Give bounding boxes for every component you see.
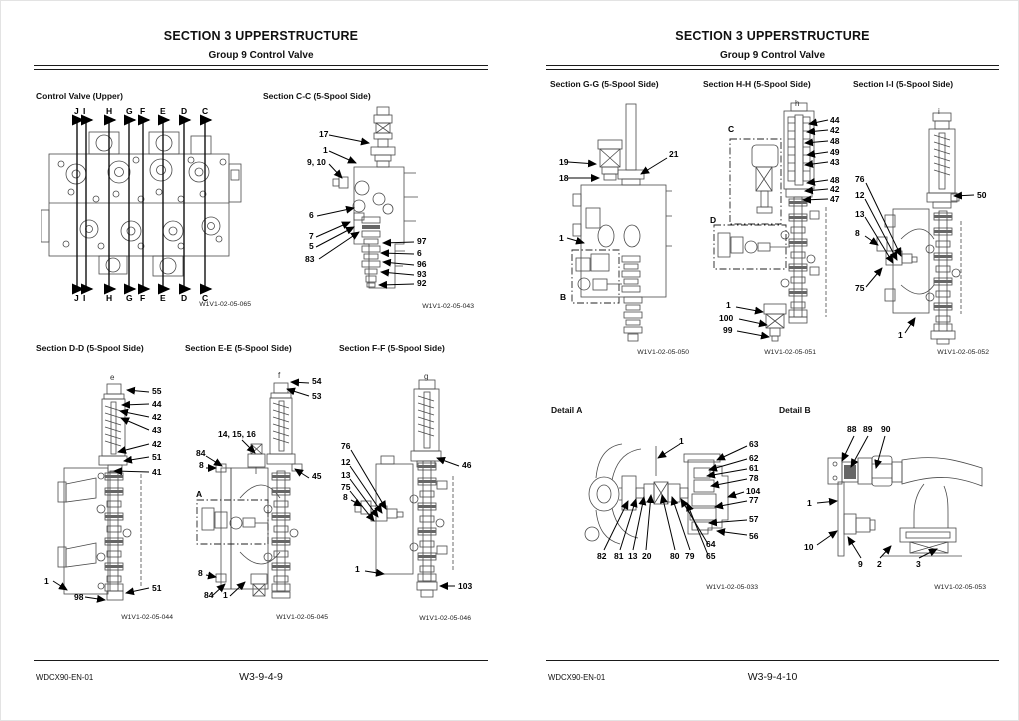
- figure-control-valve-upper: [41, 104, 256, 314]
- callout-label: 77: [749, 495, 759, 505]
- callout-label: 50: [977, 190, 987, 200]
- callout-arrows: [567, 158, 667, 243]
- page-title: SECTION 3 UPPERSTRUCTURE: [163, 29, 359, 43]
- callout-label: 98: [74, 592, 84, 602]
- figure-section-dd: [41, 356, 176, 608]
- callout-label: 82: [597, 551, 607, 561]
- section-ii-drawing: [851, 99, 996, 354]
- section-letter: F: [140, 293, 146, 303]
- part-letter: f: [278, 371, 281, 380]
- figure-code: W1V1-02-05-065: [199, 301, 251, 308]
- section-gg-drawing: [556, 96, 701, 356]
- callout-label: 104: [746, 486, 761, 496]
- figure-title: Section G-G (5-Spool Side): [550, 79, 659, 89]
- section-letter: H: [106, 293, 113, 303]
- section-letter: J: [74, 106, 79, 116]
- footer-rule: [34, 660, 488, 661]
- callout-arrows: [350, 450, 459, 586]
- callout-label: 84: [196, 448, 206, 458]
- figure-title: Section F-F (5-Spool Side): [339, 343, 445, 353]
- figure-title: Section E-E (5-Spool Side): [185, 343, 292, 353]
- callout-label: 8: [199, 460, 204, 470]
- callout-label: 1: [44, 576, 49, 586]
- callout-arrows: [817, 436, 937, 558]
- box-label: C: [728, 124, 735, 134]
- callout-label: 54: [312, 376, 322, 386]
- footer-rule: [546, 660, 999, 661]
- section-letter: C: [202, 106, 209, 116]
- figure-detail-a: [556, 416, 761, 566]
- figure-title: Detail A: [551, 405, 583, 415]
- callout-label: 8: [855, 228, 860, 238]
- page-number: W3-9-4-9: [239, 671, 283, 683]
- detail-a-drawing: [556, 416, 761, 566]
- page-subtitle: Group 9 Control Valve: [208, 50, 314, 61]
- box-label: D: [710, 215, 717, 225]
- section-letter: E: [160, 106, 166, 116]
- figure-code: W1V1-02-05-033: [706, 584, 758, 591]
- callout-label: 8: [343, 492, 348, 502]
- callout-label: 51: [152, 452, 162, 462]
- callout-label: 1: [726, 300, 731, 310]
- callout-label: 42: [830, 125, 840, 135]
- callout-arrows: [865, 183, 974, 333]
- callout-label: 51: [152, 583, 162, 593]
- doc-code: WDCX90-EN-01: [548, 673, 606, 682]
- figure-detail-b: [786, 416, 999, 569]
- callout-label: 9: [858, 559, 863, 569]
- figure-code: W1V1-02-05-043: [422, 303, 474, 310]
- callout-label: 84: [204, 590, 214, 600]
- figure-section-ff: [341, 356, 476, 608]
- box-label: A: [196, 489, 203, 499]
- callout-label: 17: [319, 129, 329, 139]
- callout-label: 1: [323, 145, 328, 155]
- section-ff-drawing: [341, 356, 476, 608]
- section-letter: F: [140, 106, 146, 116]
- callout-label: 93: [417, 269, 427, 279]
- callout-label: 96: [417, 259, 427, 269]
- callout-label: 1: [679, 436, 684, 446]
- figure-section-ii: [851, 99, 996, 354]
- callout-label: 90: [881, 424, 891, 434]
- callout-label: 12: [341, 457, 351, 467]
- figure-title: Control Valve (Upper): [36, 91, 123, 101]
- callout-label: 41: [152, 467, 162, 477]
- callout-label: 99: [723, 325, 733, 335]
- callout-label: 78: [749, 473, 759, 483]
- callout-label: 56: [749, 531, 759, 541]
- callout-label: 20: [642, 551, 652, 561]
- callout-label: 45: [312, 471, 322, 481]
- callout-label: 63: [749, 439, 759, 449]
- section-letter: H: [106, 106, 113, 116]
- callout-label: 79: [685, 551, 695, 561]
- figure-code: W1V1-02-05-051: [764, 349, 816, 356]
- callout-label: 65: [706, 551, 716, 561]
- callout-label: 44: [830, 115, 840, 125]
- callout-label: 83: [305, 254, 315, 264]
- callout-label: 100: [719, 313, 734, 323]
- figure-code: W1V1-02-05-052: [937, 349, 989, 356]
- callout-label: 81: [614, 551, 624, 561]
- doc-code: WDCX90-EN-01: [36, 673, 94, 682]
- figure-title: Section C-C (5-Spool Side): [263, 91, 371, 101]
- section-letter: J: [74, 293, 79, 303]
- page-number: W3-9-4-10: [747, 671, 798, 683]
- callout-label: 10: [804, 542, 814, 552]
- section-letter: D: [181, 293, 188, 303]
- callout-arrows: [53, 390, 149, 600]
- figure-section-cc: [271, 101, 481, 306]
- callout-label: 18: [559, 173, 569, 183]
- callout-label: 92: [417, 278, 427, 288]
- detail-boxes: [714, 139, 786, 269]
- callout-label: 47: [830, 194, 840, 204]
- part-letter: h: [795, 99, 800, 108]
- figure-title: Detail B: [779, 405, 811, 415]
- part-letter: g: [424, 372, 429, 381]
- figure-title: Section H-H (5-Spool Side): [703, 79, 811, 89]
- callout-label: 75: [341, 482, 351, 492]
- section-letter: I: [83, 106, 86, 116]
- figure-section-hh: [706, 99, 846, 354]
- callout-label: 48: [830, 175, 840, 185]
- part-letter: i: [938, 107, 940, 116]
- callout-label: 76: [855, 174, 865, 184]
- callout-label: 103: [458, 581, 473, 591]
- header-rule: [546, 65, 999, 70]
- callout-label: 2: [877, 559, 882, 569]
- callout-arrows: [316, 135, 414, 285]
- callout-label: 53: [312, 391, 322, 401]
- figure-code: W1V1-02-05-045: [276, 614, 328, 621]
- callout-label: 49: [830, 147, 840, 157]
- callout-label: 7: [309, 231, 314, 241]
- callout-label: 6: [309, 210, 314, 220]
- callout-label: 12: [855, 190, 865, 200]
- figure-code: W1V1-02-05-050: [637, 349, 689, 356]
- callout-label: 43: [830, 157, 840, 167]
- callout-label: 6: [417, 248, 422, 258]
- callout-label: 14, 15, 16: [218, 429, 256, 439]
- callout-label: 57: [749, 514, 759, 524]
- callout-label: 88: [847, 424, 857, 434]
- figure-title: Section I-I (5-Spool Side): [853, 79, 954, 89]
- callout-label: 8: [198, 568, 203, 578]
- figure-section-ee: [196, 356, 336, 608]
- callout-label: 21: [669, 149, 679, 159]
- figure-code: W1V1-02-05-053: [934, 584, 986, 591]
- callout-label: 13: [628, 551, 638, 561]
- detail-a-box: [197, 500, 268, 544]
- callout-label: 1: [355, 564, 360, 574]
- callout-label: 1: [807, 498, 812, 508]
- figure-section-gg: [556, 96, 701, 356]
- callout-label: 75: [855, 283, 865, 293]
- callout-label: 42: [152, 439, 162, 449]
- callout-label: 46: [462, 460, 472, 470]
- callout-label: 76: [341, 441, 351, 451]
- page-subtitle: Group 9 Control Valve: [719, 50, 826, 61]
- callout-label: 1: [559, 233, 564, 243]
- section-letter: C: [202, 293, 209, 303]
- detail-b-drawing: [786, 416, 999, 566]
- callout-label: 80: [670, 551, 680, 561]
- figure-title: Section D-D (5-Spool Side): [36, 343, 144, 353]
- callout-label: 89: [863, 424, 873, 434]
- section-cc-drawing: [271, 101, 481, 306]
- section-letter: I: [83, 293, 86, 303]
- section-letter: E: [160, 293, 166, 303]
- section-letter: G: [126, 293, 133, 303]
- callout-label: 55: [152, 386, 162, 396]
- callout-label: 42: [830, 184, 840, 194]
- callout-label: 3: [916, 559, 921, 569]
- callout-label: 64: [706, 539, 716, 549]
- callout-label: 62: [749, 453, 759, 463]
- figure-code: W1V1-02-05-046: [419, 615, 471, 622]
- part-letter: e: [110, 373, 115, 382]
- header-rule: [34, 65, 488, 70]
- callout-label: 43: [152, 425, 162, 435]
- callout-label: 9, 10: [307, 157, 326, 167]
- callout-label: 48: [830, 136, 840, 146]
- callout-label: 42: [152, 412, 162, 422]
- box-label: B: [560, 292, 567, 302]
- callout-label: 5: [309, 241, 314, 251]
- callout-label: 44: [152, 399, 162, 409]
- callout-label: 97: [417, 236, 427, 246]
- section-letter: G: [126, 106, 133, 116]
- callout-label: 61: [749, 463, 759, 473]
- callout-label: 19: [559, 157, 569, 167]
- figure-code: W1V1-02-05-044: [121, 614, 173, 621]
- callout-label: 13: [855, 209, 865, 219]
- callout-label: 1: [223, 590, 228, 600]
- callout-label: 1: [898, 330, 903, 340]
- section-letter: D: [181, 106, 188, 116]
- page-title: SECTION 3 UPPERSTRUCTURE: [675, 29, 870, 43]
- callout-arrows: [604, 444, 747, 555]
- control-valve-top-view-drawing: [41, 104, 256, 314]
- callout-label: 13: [341, 470, 351, 480]
